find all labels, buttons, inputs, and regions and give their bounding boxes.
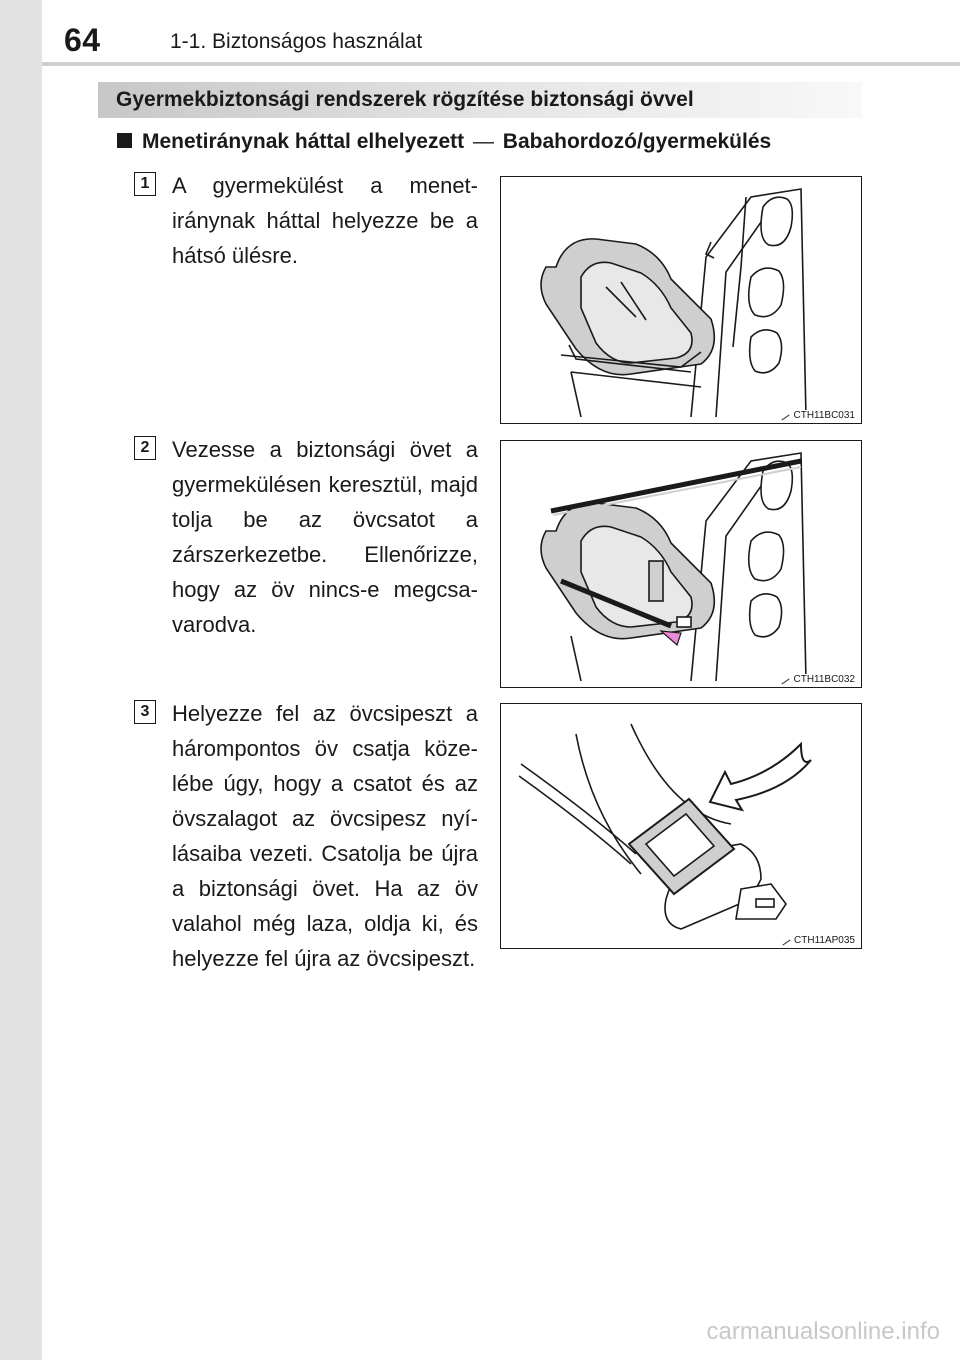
pink-arrow-icon [661,631,681,645]
sub-heading-rest: Babahordozó/gyermekülés [502,130,772,153]
step-number-3: 3 [134,700,156,724]
sub-heading [117,130,771,154]
chapter-title: 1-1. Biztonságos használat [170,30,423,53]
figure-code-3: CTH11AP035 [780,935,855,946]
watermark: carmanualsonline.info [706,1318,940,1345]
belt-clip-illustration [501,704,861,948]
child-seat-rear-facing-illustration [501,177,861,423]
seatbelt-through-child-seat-illustration [501,441,861,687]
page-number: 64 [64,22,101,58]
figure-step-3 [500,703,862,949]
step-3-text: Helyezze fel az övcsipeszt a hárompontos öv csatja közelébe úgy, hogy a csatot és az övszalagot az övcsipesz nyílásaiba vezeti. Csatolja be újra a biztonsági övet. Ha az öv valahol még laza, oldja ki, és helyezze fel újra az övcsipeszt. [172,701,478,971]
figure-code-1: CTH11BC031 [779,410,855,421]
figure-step-1 [500,176,862,424]
header-divider [42,62,960,66]
figure-code-2: CTH11BC032 [779,674,855,685]
figure-step-2 [500,440,862,688]
large-arrow-icon [710,744,811,810]
sub-heading-bold: Menetiránynak háttal elhelyezett [142,130,465,153]
step-number-1: 1 [134,172,156,196]
section-title: Gyermekbiztonsági rendszerek rögzítése biztonsági övvel [116,88,694,111]
step-2-text: Vezesse a biztonsági övet a gyermekülésen keresztül, majd tolja be az övcsatot a zárszerkezetbe. Ellenőrizze, hogy az öv nincs-e megcsavarodva. [172,437,478,637]
side-strip [0,0,42,1360]
sub-heading-dash: — [472,130,494,153]
square-bullet-icon [117,133,132,148]
section-heading-bar [98,82,862,118]
step-1-text: A gyermekülést a menetiránynak háttal helyezze be a hátsó ülésre. [172,173,478,268]
step-number-2: 2 [134,436,156,460]
